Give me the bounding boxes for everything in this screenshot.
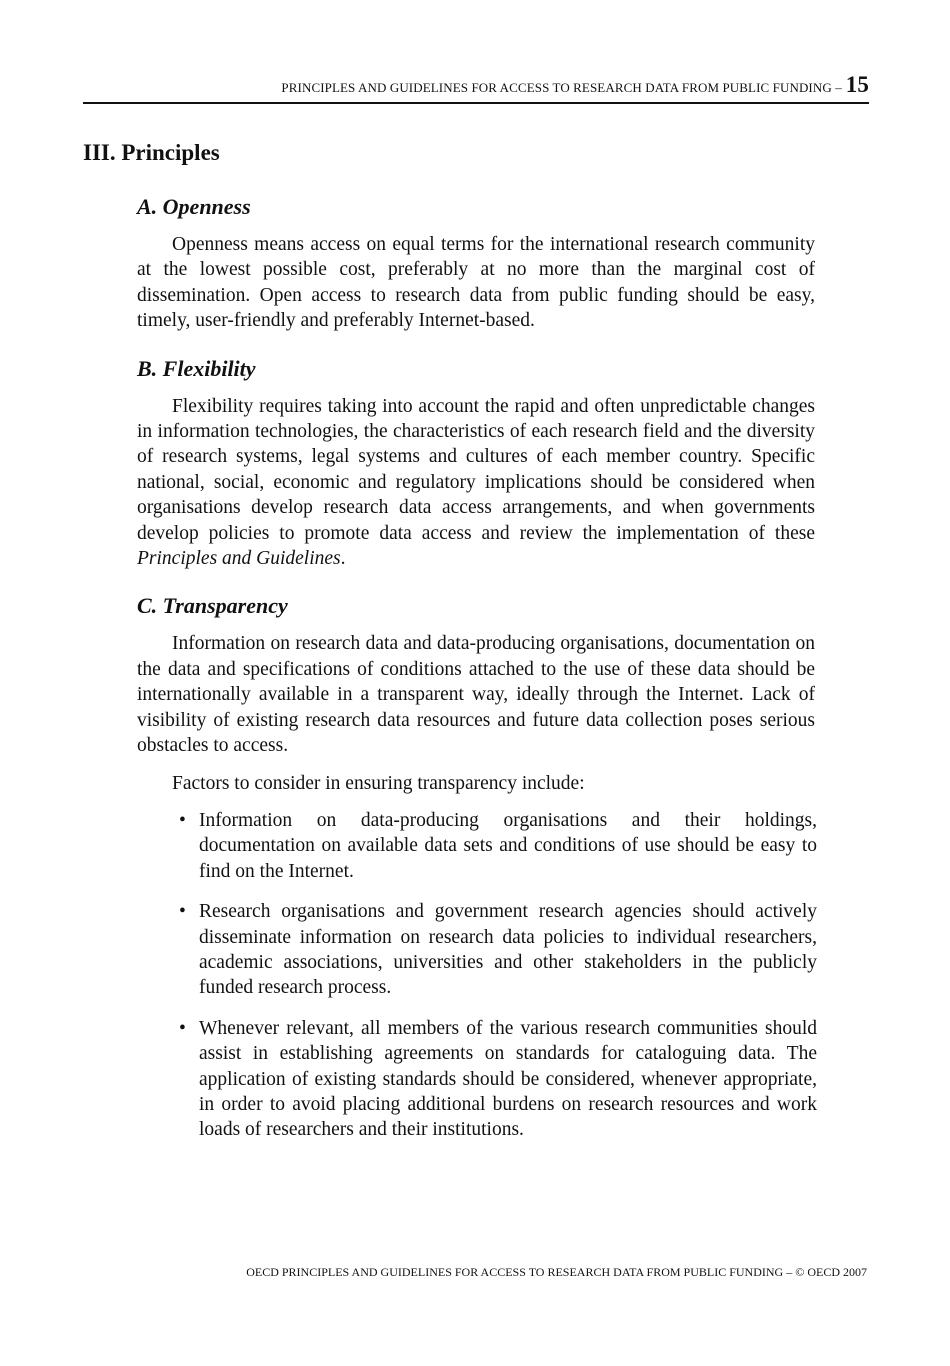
paragraph-transparency: Information on research data and data-producing organisations, documentation on the data and specifications of conditions attached to the use of these data should be internationally available in a transparent way, ideally through the Internet. Lack of visibility of existing research data resources and future data collection poses serious obstacles to access. — [137, 633, 815, 757]
heading-transparency: C. Transparency — [137, 593, 288, 619]
list-item-text: Information on data-producing organisations and their holdings, documentation on available data sets and conditions of use should be easy to find on the Internet. — [199, 809, 817, 882]
running-header-text — [281, 72, 869, 98]
running-title: PRINCIPLES AND GUIDELINES FOR ACCESS TO RESEARCH DATA FROM PUBLIC FUNDING – — [281, 80, 842, 95]
page-number: 15 — [845, 72, 869, 97]
flexibility-text: Flexibility requires taking into account the rapid and often unpredictable changes in information technologies, the characteristics of each research field and the diversity of research systems, legal systems and cultures of each member country. Specific national, social, economic and regulatory implications should be considered when organisations develop research data access arrangements, and when governments develop policies to promote data access and review the implementation of these — [137, 395, 815, 544]
flexibility-italic-title: Principles and Guidelines — [137, 548, 341, 570]
list-item — [179, 808, 817, 884]
factors-intro: Factors to consider in ensuring transparency include: — [172, 772, 585, 794]
heading-openness: A. Openness — [137, 194, 251, 219]
flexibility-text-end: . — [340, 548, 346, 570]
running-header — [83, 72, 869, 104]
bullet-icon: • — [179, 901, 186, 923]
heading-flexibility: B. Flexibility — [137, 355, 256, 381]
paragraph-openness: Openness means access on equal terms for the international research community at the lowest possible cost, preferably at no more than the marginal cost of dissemination. Open access to research data from public funding should be easy, timely, user-friendly and preferably Internet-based. — [137, 234, 815, 332]
transparency-factors-list — [137, 808, 817, 1143]
list-item-text: Research organisations and government research agencies should actively disseminate information on research data policies to individual researchers, academic associations, universities and other stakeholders in the publicly funded research process. — [199, 901, 817, 999]
bullet-icon: • — [179, 1017, 186, 1039]
paragraph-flexibility — [137, 394, 815, 572]
bullet-icon: • — [179, 809, 186, 831]
list-item — [179, 899, 817, 1001]
section-title: III. Principles — [83, 140, 220, 165]
list-item-text: Whenever relevant, all members of the various research communities should assist in establishing agreements on standards for cataloguing data. The application of existing standards should be considered, whenever appropriate, in order to avoid placing additional burdens on research resources and work loads of researchers and their institutions. — [199, 1017, 817, 1141]
principles-content — [137, 192, 815, 1158]
running-footer: OECD PRINCIPLES AND GUIDELINES FOR ACCESS TO RESEARCH DATA FROM PUBLIC FUNDING – © OECD 2007 — [246, 1265, 867, 1279]
list-item — [179, 1016, 817, 1143]
